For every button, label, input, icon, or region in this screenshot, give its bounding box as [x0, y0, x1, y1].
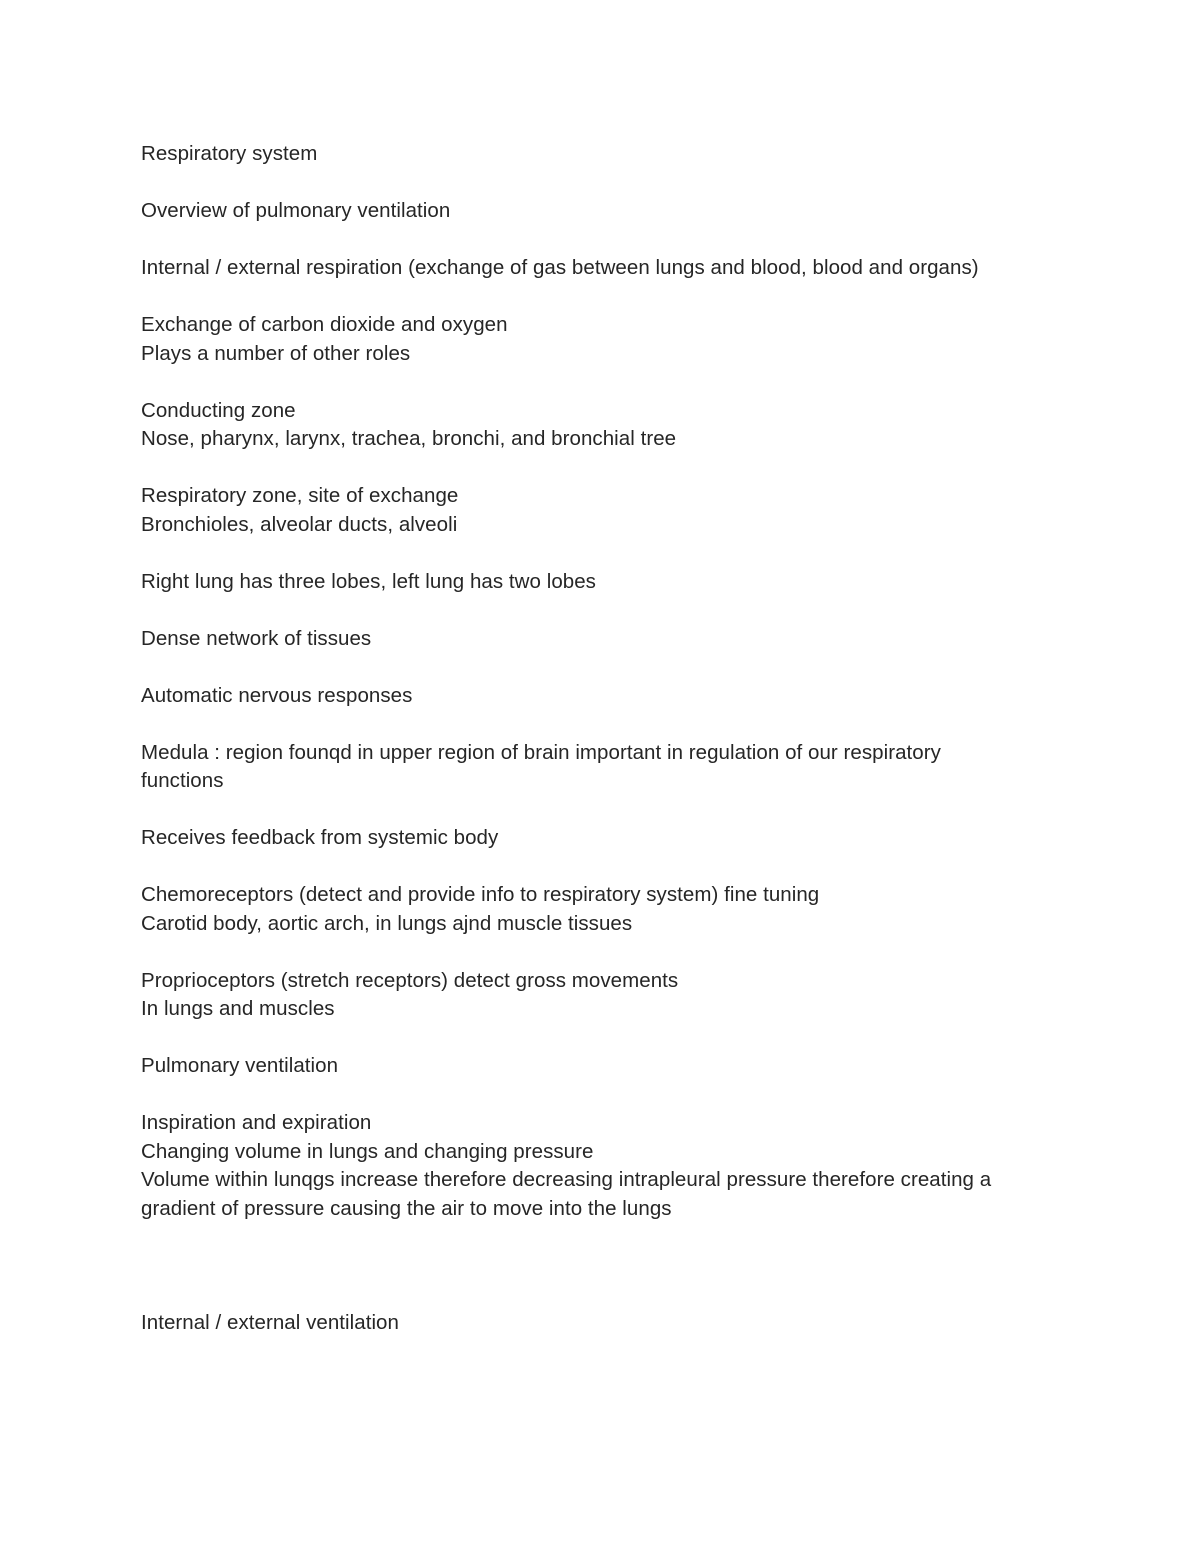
text-line: Nose, pharynx, larynx, trachea, bronchi, and bronchial tree	[141, 427, 677, 450]
text-line: Medula : region founqd in upper region of brain important in regulation of our respiratory	[141, 740, 941, 764]
text-line: Right lung has three lobes, left lung has two lobes	[141, 569, 596, 593]
paragraph-gas-exchange	[141, 311, 1041, 368]
text-line: gradient of pressure causing the air to move into the lungs	[141, 1196, 672, 1220]
text-line: In lungs and muscles	[141, 997, 335, 1020]
text-line: Overview of pulmonary ventilation	[141, 199, 451, 222]
paragraph-feedback	[141, 824, 1041, 853]
paragraph-inspiration-expiration	[141, 1109, 1041, 1223]
text-line: Pulmonary ventilation	[141, 1054, 339, 1077]
text-line: Respiratory zone, site of exchange	[141, 484, 459, 507]
text-line: Internal / external ventilation	[141, 1310, 399, 1334]
text-line: Bronchioles, alveolar ducts, alveoli	[141, 512, 458, 536]
text-line: Respiratory system	[141, 142, 318, 165]
text-line: Proprioceptors (stretch receptors) detect gross movements	[141, 968, 679, 992]
text-line: Conducting zone	[141, 398, 296, 422]
paragraph-respiratory-zone	[141, 482, 1041, 539]
text-line: Exchange of carbon dioxide and oxygen	[141, 313, 508, 336]
paragraph-internal-external-respiration	[141, 254, 1041, 283]
paragraph-proprioceptors	[141, 967, 1041, 1024]
paragraph-internal-external-ventilation	[141, 1309, 1041, 1338]
paragraph-overview	[141, 197, 1041, 226]
text-line: functions	[141, 769, 224, 792]
document-body	[141, 140, 1041, 1366]
text-line: Carotid body, aortic arch, in lungs ajnd muscle tissues	[141, 911, 633, 935]
paragraph-dense-network	[141, 625, 1041, 654]
text-line: Volume within lunqgs increase therefore decreasing intrapleural pressure therefore creating a	[141, 1168, 992, 1191]
paragraph-pulmonary-ventilation	[141, 1052, 1041, 1081]
text-line: Dense network of tissues	[141, 626, 372, 650]
text-line: Chemoreceptors (detect and provide info to respiratory system) fine tuning	[141, 883, 820, 906]
paragraph-title	[141, 140, 1041, 169]
paragraph-medula	[141, 739, 1041, 796]
text-line: Receives feedback from systemic body	[141, 826, 499, 849]
text-line: Plays a number of other roles	[141, 341, 411, 365]
paragraph-automatic-responses	[141, 682, 1041, 711]
text-line: Automatic nervous responses	[141, 683, 413, 707]
paragraph-lung-lobes	[141, 568, 1041, 597]
text-line: Inspiration and expiration	[141, 1111, 372, 1134]
text-line: Changing volume in lungs and changing pressure	[141, 1139, 594, 1163]
paragraph-conducting-zone	[141, 397, 1041, 454]
text-line: Internal / external respiration (exchange of gas between lungs and blood, blood and organs)	[141, 256, 979, 279]
paragraph-chemoreceptors	[141, 881, 1041, 938]
